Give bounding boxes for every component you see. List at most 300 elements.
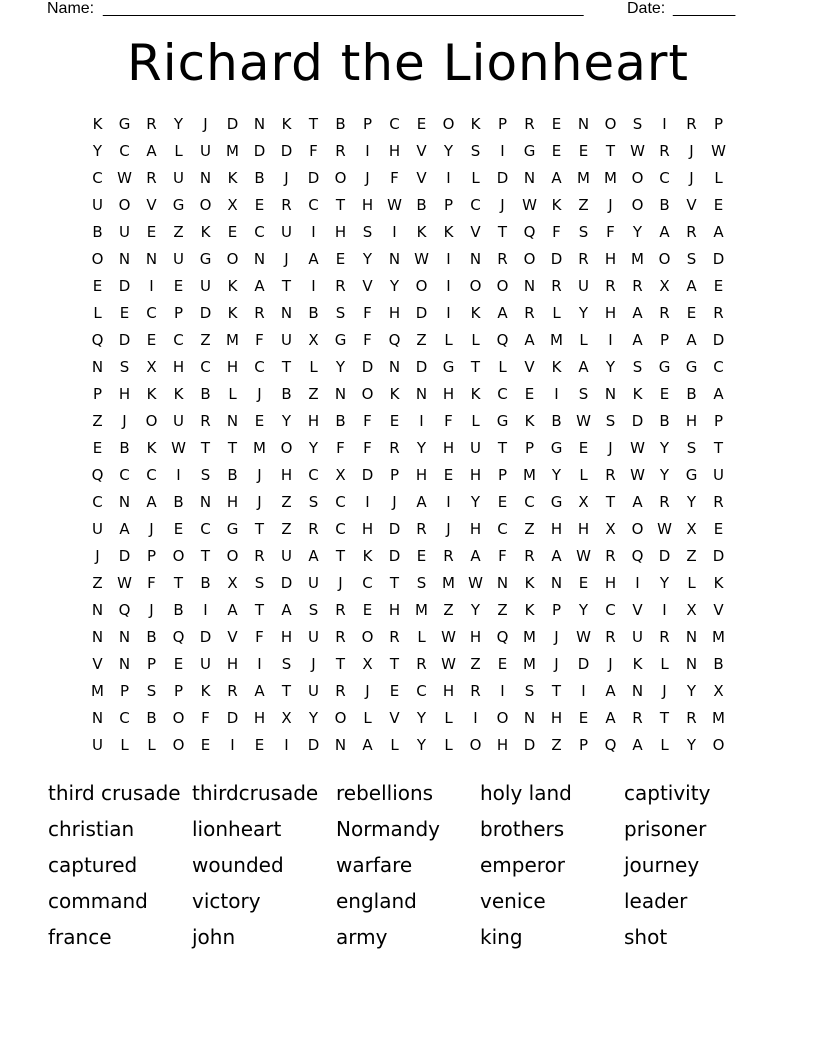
name-blank-line: ______________________________________________________ — [103, 0, 584, 17]
grid-letter: N — [226, 412, 239, 430]
grid-letter: E — [686, 304, 697, 322]
grid-letter: Y — [416, 439, 427, 457]
grid-letter: I — [419, 412, 424, 430]
grid-row — [84, 489, 732, 516]
grid-letter: R — [605, 628, 616, 646]
grid-letter: N — [253, 250, 266, 268]
grid-letter: B — [659, 412, 670, 430]
grid-letter: L — [444, 709, 453, 727]
grid-letter: J — [311, 655, 316, 673]
word-bank-item: brothers — [480, 817, 565, 841]
grid-letter: H — [577, 520, 590, 538]
grid-letter: Y — [659, 439, 670, 457]
grid-letter: V — [632, 601, 643, 619]
grid-letter: V — [92, 655, 103, 673]
grid-letter: P — [713, 115, 724, 133]
grid-letter: I — [554, 385, 559, 403]
grid-letter: R — [443, 547, 454, 565]
grid-letter: Y — [416, 709, 427, 727]
grid-letter: I — [635, 574, 640, 592]
grid-letter: M — [415, 601, 428, 619]
grid-row — [84, 138, 732, 165]
grid-letter: S — [632, 358, 643, 376]
grid-letter: Y — [686, 493, 697, 511]
word-bank-item: army — [336, 925, 388, 949]
grid-letter: O — [604, 115, 617, 133]
grid-letter: B — [659, 196, 670, 214]
grid-letter: S — [578, 385, 589, 403]
grid-letter: J — [257, 466, 262, 484]
grid-letter: G — [550, 493, 563, 511]
grid-letter: U — [308, 628, 319, 646]
grid-letter: F — [363, 331, 372, 349]
grid-letter: O — [712, 736, 725, 754]
grid-letter: A — [605, 682, 616, 700]
grid-letter: E — [497, 655, 508, 673]
grid-letter: C — [173, 331, 184, 349]
grid-letter: R — [335, 601, 346, 619]
grid-letter: U — [281, 547, 292, 565]
grid-letter: A — [605, 709, 616, 727]
grid-letter: C — [497, 520, 508, 538]
word-bank-item: captivity — [624, 781, 711, 805]
grid-letter: C — [524, 493, 535, 511]
grid-letter: P — [389, 466, 400, 484]
grid-letter: K — [551, 358, 562, 376]
grid-letter: J — [662, 682, 667, 700]
grid-letter: Y — [659, 574, 670, 592]
grid-letter: G — [172, 196, 185, 214]
grid-letter: N — [145, 250, 158, 268]
grid-row — [84, 705, 732, 732]
grid-letter: J — [608, 655, 613, 673]
grid-letter: D — [118, 331, 131, 349]
grid-letter: J — [392, 493, 397, 511]
grid-letter: T — [281, 358, 292, 376]
grid-letter: P — [497, 115, 508, 133]
grid-letter: E — [524, 385, 535, 403]
grid-letter: H — [307, 412, 320, 430]
name-label: Name: — [47, 0, 95, 17]
grid-letter: P — [119, 682, 130, 700]
word-search-grid — [84, 111, 732, 759]
grid-letter: M — [604, 169, 617, 187]
grid-letter: F — [444, 412, 453, 430]
grid-letter: Y — [686, 736, 697, 754]
grid-letter: W — [117, 574, 132, 592]
grid-letter: Y — [308, 709, 319, 727]
grid-letter: Y — [470, 601, 481, 619]
grid-letter: H — [388, 601, 401, 619]
grid-letter: J — [365, 169, 370, 187]
grid-letter: D — [199, 628, 212, 646]
grid-letter: A — [227, 601, 238, 619]
grid-letter: U — [92, 196, 103, 214]
grid-letter: D — [712, 250, 725, 268]
grid-letter: T — [254, 601, 265, 619]
grid-letter: Q — [91, 466, 104, 484]
grid-letter: Z — [686, 547, 697, 565]
grid-letter: F — [147, 574, 156, 592]
grid-letter: B — [200, 574, 211, 592]
grid-letter: N — [523, 277, 536, 295]
grid-letter: K — [470, 385, 481, 403]
grid-letter: E — [200, 736, 211, 754]
grid-letter: C — [119, 709, 130, 727]
grid-letter: P — [551, 601, 562, 619]
grid-letter: N — [496, 574, 509, 592]
grid-letter: T — [308, 115, 319, 133]
grid-letter: T — [281, 682, 292, 700]
grid-letter: T — [173, 574, 184, 592]
word-bank-item: emperor — [480, 853, 566, 877]
grid-letter: B — [254, 169, 265, 187]
grid-letter: I — [446, 304, 451, 322]
grid-letter: W — [522, 196, 537, 214]
grid-letter: I — [446, 277, 451, 295]
grid-letter: E — [578, 574, 589, 592]
grid-letter: B — [686, 385, 697, 403]
grid-letter: J — [689, 142, 694, 160]
grid-letter: Z — [200, 331, 211, 349]
grid-letter: R — [659, 304, 670, 322]
grid-letter: I — [662, 115, 667, 133]
grid-row — [84, 732, 732, 759]
grid-letter: A — [659, 223, 670, 241]
grid-row — [84, 651, 732, 678]
grid-letter: R — [335, 628, 346, 646]
grid-letter: J — [554, 628, 559, 646]
grid-letter: J — [365, 682, 370, 700]
grid-letter: L — [363, 709, 372, 727]
grid-letter: O — [172, 736, 185, 754]
grid-letter: O — [118, 196, 131, 214]
grid-letter: K — [443, 223, 454, 241]
word-bank-item: victory — [192, 889, 261, 913]
grid-letter: B — [281, 385, 292, 403]
grid-letter: D — [226, 709, 239, 727]
grid-letter: Y — [605, 358, 616, 376]
grid-letter: L — [498, 358, 507, 376]
word-bank-item: france — [48, 925, 112, 949]
grid-letter: J — [257, 493, 262, 511]
grid-letter: P — [524, 439, 535, 457]
grid-letter: P — [578, 736, 589, 754]
grid-letter: K — [200, 682, 211, 700]
grid-letter: Y — [443, 142, 454, 160]
grid-letter: C — [362, 574, 373, 592]
grid-letter: A — [632, 493, 643, 511]
word-bank-item: wounded — [192, 853, 284, 877]
grid-letter: L — [120, 736, 129, 754]
grid-letter: L — [228, 385, 237, 403]
grid-letter: J — [284, 169, 289, 187]
grid-letter: L — [714, 169, 723, 187]
grid-letter: E — [254, 736, 265, 754]
grid-letter: C — [470, 196, 481, 214]
grid-letter: I — [203, 601, 208, 619]
grid-letter: B — [146, 709, 157, 727]
grid-letter: U — [632, 628, 643, 646]
grid-letter: K — [416, 223, 427, 241]
grid-letter: D — [523, 736, 536, 754]
grid-letter: C — [335, 493, 346, 511]
grid-letter: F — [336, 439, 345, 457]
grid-letter: E — [227, 223, 238, 241]
grid-letter: Z — [524, 520, 535, 538]
grid-letter: N — [604, 385, 617, 403]
grid-letter: I — [662, 601, 667, 619]
grid-letter: B — [173, 601, 184, 619]
grid-letter: Z — [551, 736, 562, 754]
word-bank-item: king — [480, 925, 523, 949]
grid-letter: J — [500, 196, 505, 214]
grid-letter: T — [659, 709, 670, 727]
grid-letter: N — [118, 655, 131, 673]
grid-letter: T — [389, 574, 400, 592]
grid-letter: D — [307, 169, 320, 187]
grid-letter: D — [199, 304, 212, 322]
grid-letter: A — [308, 250, 319, 268]
grid-letter: Z — [281, 520, 292, 538]
grid-letter: K — [632, 655, 643, 673]
grid-letter: W — [414, 250, 429, 268]
grid-letter: K — [227, 304, 238, 322]
grid-letter: W — [387, 196, 402, 214]
grid-letter: L — [471, 412, 480, 430]
grid-letter: H — [469, 520, 482, 538]
grid-letter: C — [92, 493, 103, 511]
grid-row — [84, 543, 732, 570]
word-bank-item: venice — [480, 889, 546, 913]
grid-letter: S — [470, 142, 481, 160]
grid-letter: L — [660, 736, 669, 754]
grid-letter: S — [146, 682, 157, 700]
grid-letter: W — [468, 574, 483, 592]
grid-letter: G — [442, 358, 455, 376]
grid-letter: W — [630, 142, 645, 160]
grid-letter: R — [632, 277, 643, 295]
grid-letter: S — [308, 601, 319, 619]
grid-letter: R — [146, 169, 157, 187]
grid-letter: H — [415, 466, 428, 484]
grid-letter: M — [523, 466, 536, 484]
grid-letter: L — [471, 331, 480, 349]
grid-letter: R — [605, 547, 616, 565]
grid-letter: D — [118, 547, 131, 565]
grid-letter: O — [631, 196, 644, 214]
grid-letter: I — [581, 682, 586, 700]
grid-letter: M — [226, 142, 239, 160]
grid-letter: T — [713, 439, 724, 457]
grid-letter: O — [361, 385, 374, 403]
grid-letter: S — [308, 493, 319, 511]
grid-letter: I — [365, 493, 370, 511]
grid-letter: K — [524, 601, 535, 619]
grid-letter: T — [335, 196, 346, 214]
grid-letter: R — [281, 196, 292, 214]
word-bank-item: third crusade — [48, 781, 181, 805]
grid-letter: C — [308, 466, 319, 484]
grid-letter: D — [712, 547, 725, 565]
grid-letter: R — [335, 277, 346, 295]
grid-letter: P — [92, 385, 103, 403]
grid-letter: O — [226, 250, 239, 268]
grid-letter: M — [226, 331, 239, 349]
grid-letter: R — [416, 655, 427, 673]
grid-letter: Q — [496, 331, 509, 349]
grid-letter: Z — [173, 223, 184, 241]
grid-letter: V — [389, 709, 400, 727]
grid-letter: R — [524, 304, 535, 322]
grid-letter: N — [334, 736, 347, 754]
grid-letter: B — [308, 304, 319, 322]
grid-letter: H — [604, 304, 617, 322]
grid-letter: Q — [496, 628, 509, 646]
grid-letter: R — [524, 547, 535, 565]
grid-letter: U — [470, 439, 481, 457]
grid-letter: A — [119, 520, 130, 538]
grid-letter: R — [605, 466, 616, 484]
grid-letter: I — [446, 493, 451, 511]
grid-letter: Y — [578, 304, 589, 322]
grid-letter: S — [281, 655, 292, 673]
grid-letter: L — [93, 304, 102, 322]
grid-letter: H — [226, 655, 239, 673]
grid-letter: L — [147, 736, 156, 754]
grid-letter: O — [172, 709, 185, 727]
grid-letter: J — [608, 196, 613, 214]
grid-letter: B — [200, 385, 211, 403]
grid-letter: F — [255, 331, 264, 349]
grid-letter: U — [119, 223, 130, 241]
grid-letter: E — [92, 277, 103, 295]
grid-letter: N — [199, 169, 212, 187]
grid-letter: Y — [173, 115, 184, 133]
grid-letter: E — [659, 385, 670, 403]
grid-letter: R — [308, 520, 319, 538]
grid-row — [84, 354, 732, 381]
grid-letter: I — [311, 223, 316, 241]
grid-letter: C — [200, 520, 211, 538]
grid-letter: C — [605, 601, 616, 619]
grid-row — [84, 381, 732, 408]
grid-letter: G — [496, 412, 509, 430]
grid-letter: H — [280, 628, 293, 646]
grid-letter: N — [91, 358, 104, 376]
grid-letter: N — [91, 628, 104, 646]
word-bank-item: warfare — [336, 853, 413, 877]
grid-letter: X — [686, 601, 697, 619]
grid-letter: S — [686, 250, 697, 268]
grid-letter: I — [608, 331, 613, 349]
grid-letter: B — [173, 493, 184, 511]
grid-letter: D — [361, 466, 374, 484]
grid-letter: E — [578, 142, 589, 160]
grid-letter: N — [91, 601, 104, 619]
grid-letter: G — [334, 331, 347, 349]
grid-letter: Y — [659, 466, 670, 484]
grid-letter: I — [500, 142, 505, 160]
grid-row — [84, 327, 732, 354]
grid-letter: E — [389, 412, 400, 430]
grid-letter: H — [118, 385, 131, 403]
grid-letter: F — [606, 223, 615, 241]
grid-letter: C — [713, 358, 724, 376]
grid-letter: H — [469, 628, 482, 646]
grid-letter: X — [605, 520, 616, 538]
grid-letter: D — [415, 358, 428, 376]
grid-letter: A — [686, 277, 697, 295]
grid-letter: G — [523, 142, 536, 160]
grid-letter: U — [200, 277, 211, 295]
grid-letter: W — [441, 655, 456, 673]
word-bank-item: christian — [48, 817, 135, 841]
word-bank-item: command — [48, 889, 148, 913]
grid-letter: T — [335, 655, 346, 673]
grid-letter: N — [523, 169, 536, 187]
grid-letter: N — [199, 493, 212, 511]
grid-letter: H — [361, 196, 374, 214]
grid-letter: G — [199, 250, 212, 268]
grid-letter: C — [416, 682, 427, 700]
grid-letter: D — [712, 331, 725, 349]
grid-letter: O — [631, 169, 644, 187]
grid-letter: H — [172, 358, 185, 376]
grid-letter: Q — [631, 547, 644, 565]
grid-letter: T — [200, 547, 211, 565]
grid-letter: R — [686, 709, 697, 727]
grid-letter: U — [281, 223, 292, 241]
grid-letter: C — [146, 466, 157, 484]
grid-letter: F — [363, 439, 372, 457]
grid-letter: T — [281, 277, 292, 295]
grid-letter: E — [551, 142, 562, 160]
grid-letter: O — [469, 277, 482, 295]
grid-letter: R — [389, 439, 400, 457]
grid-letter: Y — [578, 601, 589, 619]
grid-letter: S — [578, 223, 589, 241]
grid-letter: H — [253, 709, 266, 727]
grid-letter: R — [335, 142, 346, 160]
grid-letter: V — [227, 628, 238, 646]
grid-letter: S — [605, 412, 616, 430]
grid-letter: I — [392, 223, 397, 241]
grid-letter: H — [442, 682, 455, 700]
grid-letter: C — [146, 304, 157, 322]
grid-letter: M — [253, 439, 266, 457]
grid-letter: W — [630, 466, 645, 484]
grid-letter: U — [308, 682, 319, 700]
grid-letter: V — [524, 358, 535, 376]
word-bank-item: john — [192, 925, 236, 949]
grid-letter: Y — [92, 142, 103, 160]
grid-letter: O — [199, 196, 212, 214]
grid-letter: A — [281, 601, 292, 619]
grid-letter: D — [658, 547, 671, 565]
grid-letter: L — [471, 169, 480, 187]
grid-letter: K — [146, 439, 157, 457]
grid-letter: O — [496, 277, 509, 295]
grid-letter: Q — [118, 601, 131, 619]
grid-letter: M — [523, 628, 536, 646]
grid-letter: A — [551, 169, 562, 187]
grid-letter: C — [254, 223, 265, 241]
grid-letter: M — [577, 169, 590, 187]
grid-letter: Y — [308, 439, 319, 457]
grid-letter: Q — [388, 331, 401, 349]
grid-letter: D — [388, 520, 401, 538]
